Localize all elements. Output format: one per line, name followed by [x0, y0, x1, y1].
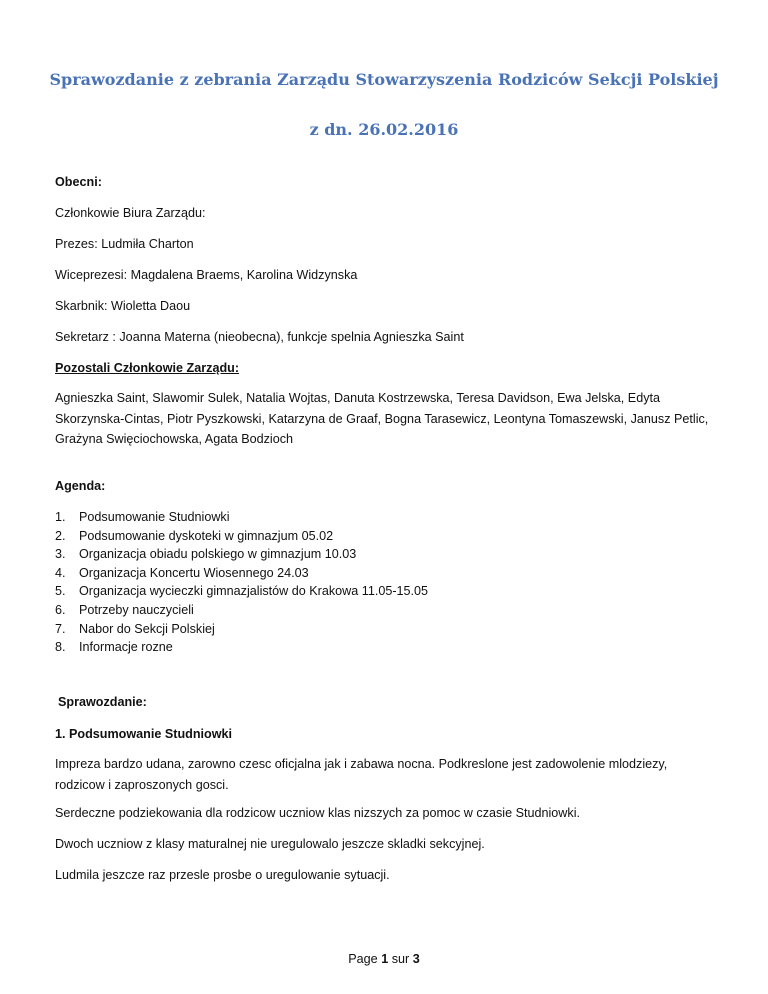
page-total: 3 — [412, 952, 420, 966]
document-title: Sprawozdanie z zebrania Zarządu Stowarzyszenia Rodziców Sekcji Polskiej — [49, 70, 719, 89]
agenda-item-text: Podsumowanie dyskoteki w gimnazjum 05.02 — [79, 528, 334, 543]
agenda-item-text: Informacje rozne — [79, 640, 173, 655]
agenda-item-number: 5. — [55, 584, 66, 599]
treasurer-line: Skarbnik: Wioletta Daou — [55, 299, 191, 313]
agenda-item-text: Nabor do Sekcji Polskiej — [79, 621, 215, 636]
president-line: Prezes: Ludmiła Charton — [55, 237, 194, 251]
report-heading: Sprawozdanie: — [58, 695, 147, 709]
agenda-list — [55, 508, 428, 657]
report-paragraph: Dwoch uczniow z klasy maturalnej nie uregulowalo jeszcze skladki sekcyjnej. — [55, 837, 485, 851]
agenda-item — [55, 508, 428, 527]
agenda-item — [55, 545, 428, 564]
agenda-item-number: 8. — [55, 640, 66, 655]
agenda-item — [55, 564, 428, 583]
report-paragraph: Impreza bardzo udana, zarowno czesc oficjalna jak i zabawa nocna. Podkreslone jest zadowolenie mlodziezy, rodzicow i zaproszonych gosci. — [55, 757, 668, 792]
page-label: Page — [348, 952, 378, 966]
other-members-list: Agnieszka Saint, Slawomir Sulek, Natalia Wojtas, Danuta Kostrzewska, Teresa Davidson, Ewa Jelska, Edyta Skorzynska-Cintas, Piotr Pyszkowski, Katarzyna de Graaf, Bogna Tarasewicz, Leontyna Tomaszewski, Janusz Petlic, Grażyna Swięciochowska, Agata Bodzioch — [55, 391, 709, 446]
agenda-item-text: Podsumowanie Studniowki — [79, 510, 230, 524]
agenda-item — [55, 620, 428, 639]
secretary-line: Sekretarz : Joanna Materna (nieobecna), funkcje spelnia Agnieszka Saint — [55, 330, 464, 344]
agenda-item — [55, 527, 428, 546]
agenda-heading: Agenda: — [55, 479, 106, 493]
report-paragraph: Ludmila jeszcze raz przesle prosbe o uregulowanie sytuacji. — [55, 868, 390, 882]
report-paragraph: Serdeczne podziekowania dla rodzicow uczniow klas nizszych za pomoc w czasie Studniowki. — [55, 806, 580, 820]
agenda-item-number: 3. — [55, 547, 66, 562]
agenda-item-number: 4. — [55, 565, 66, 580]
page-number: 1 — [381, 952, 389, 966]
agenda-item-text: Potrzeby nauczycieli — [79, 602, 194, 617]
agenda-item-text: Organizacja wycieczki gimnazjalistów do Krakowa 11.05-15.05 — [79, 584, 429, 599]
page-footer — [0, 952, 768, 966]
board-bureau-label: Członkowie Biura Zarządu: — [55, 206, 206, 220]
vice-presidents-line: Wiceprezesi: Magdalena Braems, Karolina Widzynska — [55, 268, 358, 282]
agenda-item-number: 6. — [55, 602, 66, 617]
section1-heading: 1. Podsumowanie Studniowki — [55, 727, 233, 741]
agenda-item — [55, 582, 428, 601]
agenda-item-number: 1. — [55, 510, 66, 524]
page-of-label: sur — [391, 952, 410, 966]
other-members-heading: Pozostali Członkowie Zarządu: — [55, 361, 240, 375]
agenda-item-number: 2. — [55, 528, 66, 543]
agenda-item-text: Organizacja Koncertu Wiosennego 24.03 — [79, 565, 309, 580]
agenda-item — [55, 601, 428, 620]
agenda-item-text: Organizacja obiadu polskiego w gimnazjum 10.03 — [79, 547, 357, 562]
agenda-item — [55, 638, 428, 657]
document-date: z dn. 26.02.2016 — [309, 120, 459, 139]
agenda-item-number: 7. — [55, 621, 66, 636]
attendance-heading: Obecni: — [55, 175, 102, 189]
